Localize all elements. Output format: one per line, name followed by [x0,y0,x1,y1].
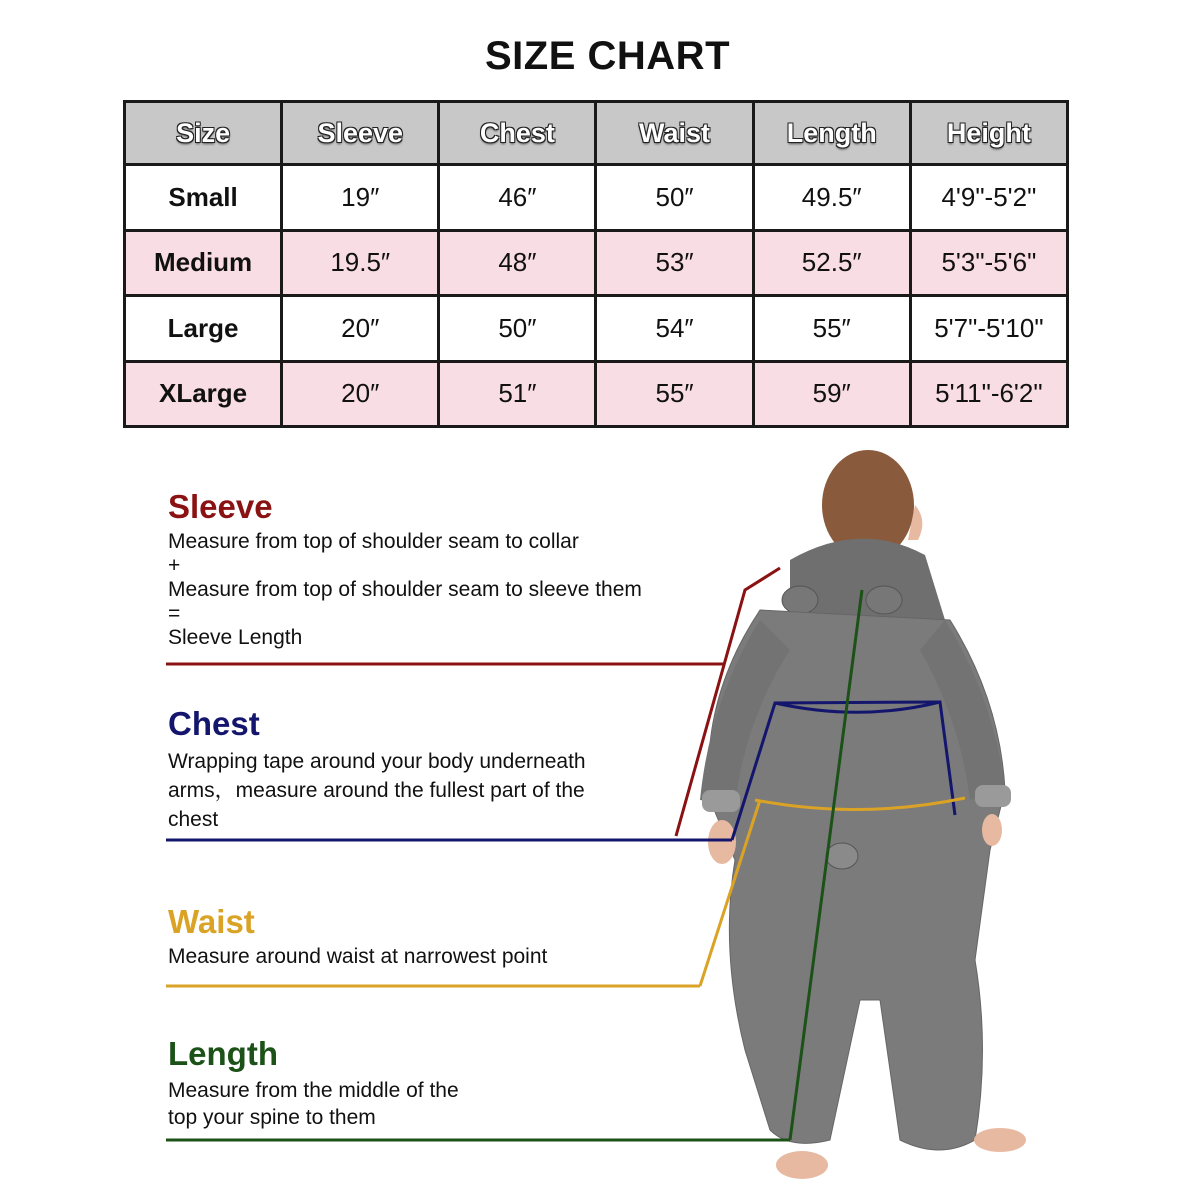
right-foot [974,1128,1026,1152]
header-size: Size [125,102,282,165]
sleeve-desc-line: Sleeve Length [168,626,303,649]
height-cell: 5'7"-5'10" [910,296,1067,362]
height-cell: 5'11"-6'2" [910,361,1067,427]
sleeve-cell: 19.5″ [282,230,439,296]
length-cell: 55″ [753,296,910,362]
right-hand [982,814,1002,846]
waist-heading: Waist [168,903,255,940]
chest-desc-line: Wrapping tape around your body underneath [168,750,586,773]
length-heading: Length [168,1035,278,1072]
sleeve-desc-line: Measure from top of shoulder seam to sleeve them [168,578,642,601]
sleeve-cell: 20″ [282,296,439,362]
waist-desc-line: Measure around waist at narrowest point [168,945,548,968]
height-cell: 5'3"-5'6" [910,230,1067,296]
sleeve-section [168,488,642,650]
size-cell: XLarge [125,361,282,427]
waist-cell: 50″ [596,165,753,231]
waist-cell: 54″ [596,296,753,362]
hood-ear-right [866,586,902,614]
person-in-onesie-illustration [700,450,1026,1179]
height-cell: 4'9"-5'2" [910,165,1067,231]
header-waist: Waist [596,102,753,165]
length-cell: 49.5″ [753,165,910,231]
page-title: SIZE CHART [485,34,730,78]
chest-desc-line: arms，measure around the fullest part of the [168,779,585,802]
waist-section [168,903,547,969]
hood-ear-left [782,586,818,614]
size-cell: Large [125,296,282,362]
sleeve-desc-line: Measure from top of shoulder seam to collar [168,530,579,553]
sleeve-equals-sign: = [168,602,181,625]
sleeve-plus-sign: + [168,554,181,577]
sleeve-heading: Sleeve [168,488,273,525]
chest-heading: Chest [168,705,260,742]
sleeve-cell: 19″ [282,165,439,231]
length-desc-line: top your spine to them [168,1106,376,1129]
header-length: Length [753,102,910,165]
length-desc-line: Measure from the middle of the [168,1079,459,1102]
left-hand [708,820,736,864]
chest-cell: 50″ [439,296,596,362]
length-cell: 52.5″ [753,230,910,296]
size-cell: Small [125,165,282,231]
chest-cell: 51″ [439,361,596,427]
length-section [168,1035,459,1131]
waist-cell: 53″ [596,230,753,296]
chest-cell: 48″ [439,230,596,296]
sleeve-cell: 20″ [282,361,439,427]
tail [826,843,858,869]
header-sleeve: Sleeve [282,102,439,165]
size-cell: Medium [125,230,282,296]
chest-section [168,705,586,834]
left-foot [776,1151,828,1179]
right-cuff [975,785,1011,807]
header-chest: Chest [439,102,596,165]
waist-cell: 55″ [596,361,753,427]
length-cell: 59″ [753,361,910,427]
left-cuff [702,790,740,812]
chest-cell: 46″ [439,165,596,231]
chest-desc-line: chest [168,808,219,831]
header-height: Height [910,102,1067,165]
